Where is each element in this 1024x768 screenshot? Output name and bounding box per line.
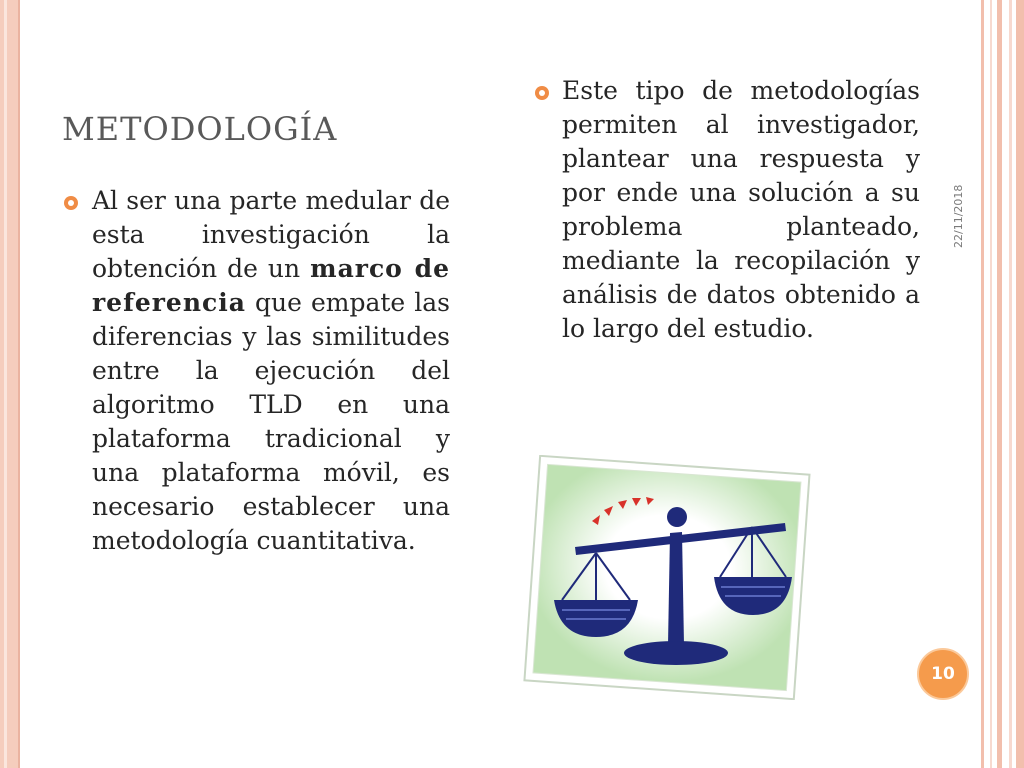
right-bullet-text: Este tipo de metodologías permiten al investigador, plantear una respuesta y por ende una solución a su problema planteado, mediante la recopilación y análisis de datos obtenido a lo largo del estudio. [562, 76, 920, 343]
left-decorative-border [0, 0, 20, 768]
left-bullet-part1: Al ser una parte medular de esta investigación la obtención de un [92, 186, 450, 283]
left-bullet-text [92, 184, 450, 558]
right-decorative-stripes [974, 0, 1024, 768]
page-number-badge: 10 [917, 648, 969, 700]
bullet-icon [64, 196, 78, 210]
stripe [990, 0, 992, 768]
left-bullet-part2: que empate las diferencias y las similitudes entre la ejecución del algoritmo TLD en una plataforma tradicional y una plataforma móvil, es necesario establecer una metodología cuantitativa. [92, 288, 450, 555]
slide-title: METODOLOGÍA [62, 110, 338, 148]
stripe [981, 0, 984, 768]
stripe [1016, 0, 1024, 768]
bullet-icon [535, 86, 549, 100]
stripe [997, 0, 1002, 768]
stripe [1009, 0, 1012, 768]
balance-scale-icon [520, 455, 815, 700]
left-bullet-bold: marco de referencia [92, 254, 450, 317]
slide-date: 22/11/2018 [952, 184, 965, 248]
